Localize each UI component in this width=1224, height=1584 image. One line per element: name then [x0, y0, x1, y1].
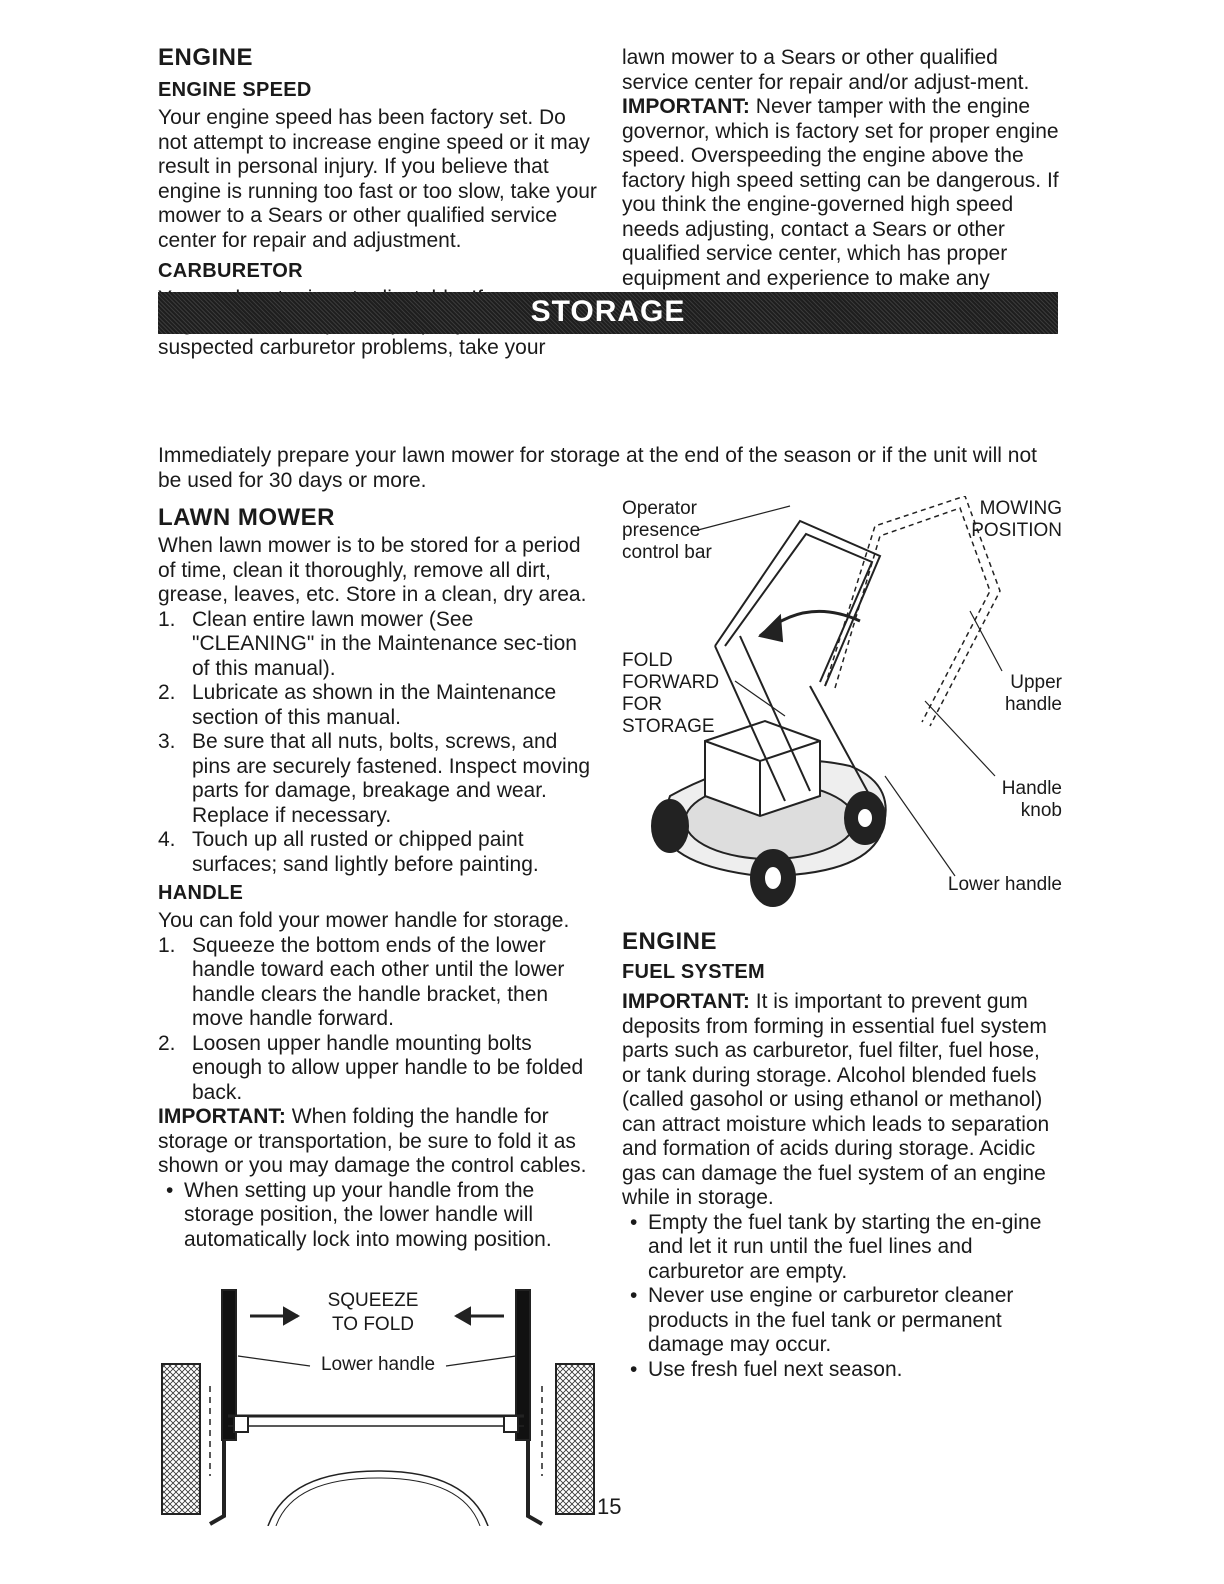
handle-steps: [158, 934, 598, 1106]
important-label: IMPORTANT:: [158, 1105, 286, 1128]
lawn-mower-intro: When lawn mower is to be stored for a period of time, clean it thoroughly, remove all dirt, grease, leaves, etc. Store in a clean, dry area.: [158, 534, 587, 606]
operator-presence-label: Operator presence control bar: [622, 498, 712, 563]
step-number: 3.: [158, 730, 176, 753]
bullet-icon: •: [630, 1357, 638, 1381]
step-text: Clean entire lawn mower (See "CLEANING" in the Maintenance sec-tion of this manual).: [192, 607, 577, 680]
list-item: [158, 608, 598, 682]
bullet-icon: •: [166, 1178, 174, 1202]
engine-speed-text: Your engine speed has been factory set. Do not attempt to increase engine speed or it may result in personal injury. If you believe that engine is running too fast or too slow, take your mower to a Sears or other qualified service center for repair and adjustment.: [158, 106, 597, 252]
important-label: IMPORTANT:: [622, 95, 750, 118]
important-text: It is important to prevent gum deposits from forming in essential fuel system parts such as carburetor, fuel filter, fuel hose, or tank during storage. Alcohol blended fuels (called gasohol or using ethanol or methanol) can attract moisture which leads to separation and formation of acids during storage. Acidic gas can damage the fuel system of an engine while in storage.: [622, 990, 1050, 1209]
handle-important-paragraph: [158, 1105, 598, 1179]
bullet-text: When setting up your handle from the storage position, the lower handle will automatically lock into mowing position.: [184, 1178, 552, 1251]
step-text: Loosen upper handle mounting bolts enough to allow upper handle to be folded back.: [192, 1031, 584, 1104]
carburetor-text-continued: lawn mower to a Sears or other qualified service center for repair and/or adjust-ment.: [622, 46, 1030, 94]
list-item: [158, 1179, 598, 1253]
carburetor-text: suspected carburetor problems, take your: [158, 336, 546, 359]
lower-handle-label: Lower handle: [320, 1354, 436, 1375]
step-number: 4.: [158, 828, 176, 851]
bullet-text: Never use engine or carburetor cleaner products in the fuel tank or permanent damage may occur.: [648, 1284, 1014, 1356]
fuel-system-heading: FUEL SYSTEM: [622, 961, 765, 983]
bullet-icon: •: [630, 1210, 638, 1234]
squeeze-figure: [158, 1276, 598, 1526]
step-text: Lubricate as shown in the Maintenance section of this manual.: [192, 681, 557, 729]
handle-heading: HANDLE: [158, 882, 244, 904]
bullet-icon: •: [630, 1284, 638, 1307]
engine-heading: ENGINE: [158, 44, 254, 71]
step-text: Touch up all rusted or chipped paint surfaces; sand lightly before painting.: [192, 828, 539, 876]
engine-speed-heading: ENGINE SPEED: [158, 79, 312, 101]
storage-banner: [158, 292, 1058, 334]
upper-handle-label: Upper handle: [1004, 672, 1062, 715]
list-item: [158, 730, 598, 828]
list-item: [158, 934, 598, 1032]
step-text: Be sure that all nuts, bolts, screws, and pins are securely fastened. Inspect moving parts for damage, breakage and wear. Replace if necessary.: [192, 730, 591, 827]
step-number: 1.: [158, 607, 176, 631]
list-item: [158, 1032, 598, 1106]
list-item: [158, 828, 598, 877]
page-number: 15: [597, 1494, 622, 1519]
lawn-mower-steps: [158, 608, 598, 878]
lawn-mower-heading: LAWN MOWER: [158, 504, 335, 531]
step-number: 2.: [158, 1031, 176, 1055]
list-item: [158, 681, 598, 730]
step-number: 1.: [158, 933, 176, 957]
step-text: Squeeze the bottom ends of the lower handle toward each other until the lower handle clears the handle bracket, then move handle forward.: [192, 933, 565, 1030]
bullet-text: Empty the fuel tank by starting the en-gine and let it run until the fuel lines and carburetor are empty.: [648, 1210, 1042, 1283]
lawn-mower-section: [158, 504, 598, 1252]
storage-intro: Immediately prepare your lawn mower for storage at the end of the season or if the unit will not be used for 30 days or more.: [158, 444, 1037, 492]
engine-heading-2: ENGINE: [622, 928, 718, 955]
fuel-important-paragraph: [622, 990, 1062, 1211]
mowing-position-label: MOWING POSITION: [971, 498, 1062, 541]
list-item: [622, 1211, 1062, 1285]
engine-fuel-section: [622, 928, 1062, 1382]
important-text: When folding the handle for storage or transportation, be sure to fold it as shown or you may damage the control cables.: [158, 1105, 587, 1177]
storage-title: STORAGE: [530, 295, 686, 328]
step-number: 2.: [158, 681, 176, 704]
handle-knob-label: Handle knob: [1001, 778, 1062, 821]
top-right-column: [622, 46, 1062, 316]
list-item: [622, 1358, 1062, 1383]
fold-forward-label: FOLD FORWARD FOR STORAGE: [622, 650, 720, 737]
list-item: [622, 1284, 1062, 1358]
important-label: IMPORTANT:: [622, 990, 750, 1013]
mower-figure: [610, 496, 1062, 916]
handle-intro: You can fold your mower handle for storage.: [158, 909, 570, 932]
important-text: Never tamper with the engine governor, which is factory set for proper engine speed. Overspeeding the engine above the factory high speed setting can be dangerous. If you think the engine-governed high speed needs adjusting, contact a Sears or other qualified service center, which has proper equipment and experience to make any: [622, 95, 1059, 290]
carburetor-heading: CARBURETOR: [158, 260, 303, 282]
lower-handle-label: Lower handle: [947, 874, 1062, 895]
squeeze-label: SQUEEZE: [327, 1290, 419, 1311]
to-fold-label: TO FOLD: [332, 1314, 414, 1335]
important-governor-paragraph: [622, 95, 1062, 316]
bullet-text: Use fresh fuel next season.: [648, 1357, 903, 1381]
